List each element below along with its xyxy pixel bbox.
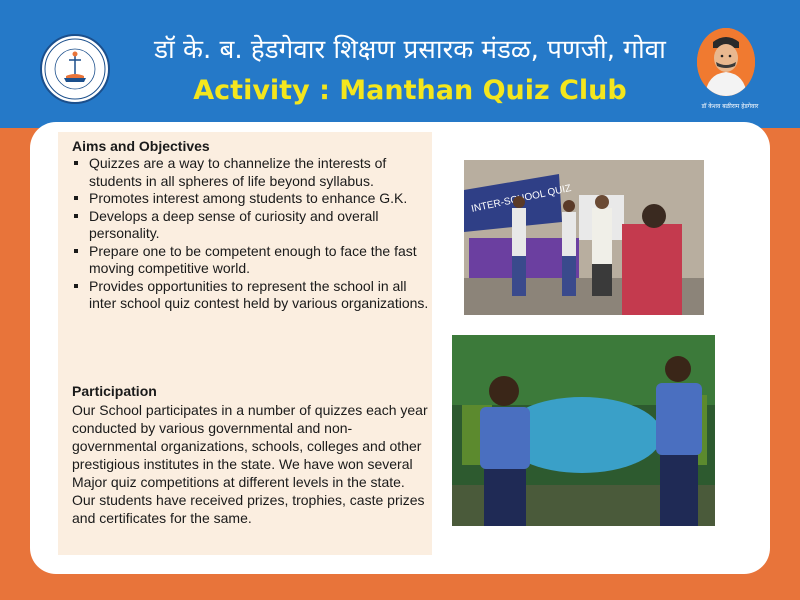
- students-photo: [452, 335, 715, 526]
- school-logo: [40, 34, 110, 104]
- aims-heading: Aims and Objectives: [72, 138, 210, 154]
- aims-bullet: Quizzes are a way to channelize the interests of students in all spheres of life beyond syllabus.: [72, 155, 430, 190]
- founder-portrait: [697, 28, 755, 96]
- prize-ceremony-photo: [464, 160, 704, 315]
- ceremony-scene-icon: [464, 160, 704, 315]
- aims-bullet: Provides opportunities to represent the school in all inter school quiz contest held by various organizations.: [72, 278, 430, 313]
- aims-bullet: Promotes interest among students to enhance G.K.: [72, 190, 430, 208]
- aims-bullet: Develops a deep sense of curiosity and overall personality.: [72, 208, 430, 243]
- portrait-illustration-icon: [697, 28, 755, 96]
- activity-title: Activity : Manthan Quiz Club: [193, 75, 627, 106]
- banner-text: INTER-SCHOOL QUIZ: [470, 182, 573, 215]
- organization-title: डॉ के. ब. हेडगेवार शिक्षण प्रसारक मंडळ, पणजी, गोवा: [154, 35, 666, 65]
- portrait-caption: डॉ केशव बळीराम हेडगेवार: [701, 103, 759, 110]
- participation-heading: Participation: [72, 383, 157, 399]
- aims-list: [72, 155, 430, 313]
- students-scene-icon: [452, 335, 715, 526]
- aims-bullet: Prepare one to be competent enough to face the fast moving competitive world.: [72, 243, 430, 278]
- logo-emblem-icon: [42, 36, 108, 102]
- participation-text: Our School participates in a number of quizzes each year conducted by various governmental and non-governmental organizations, schools, colleges and other prestigious institutes in the state. We have won several Major quiz competitions at different levels in the state. Our students have received prizes, trophies, caste prizes and certificates for the same.: [72, 402, 428, 526]
